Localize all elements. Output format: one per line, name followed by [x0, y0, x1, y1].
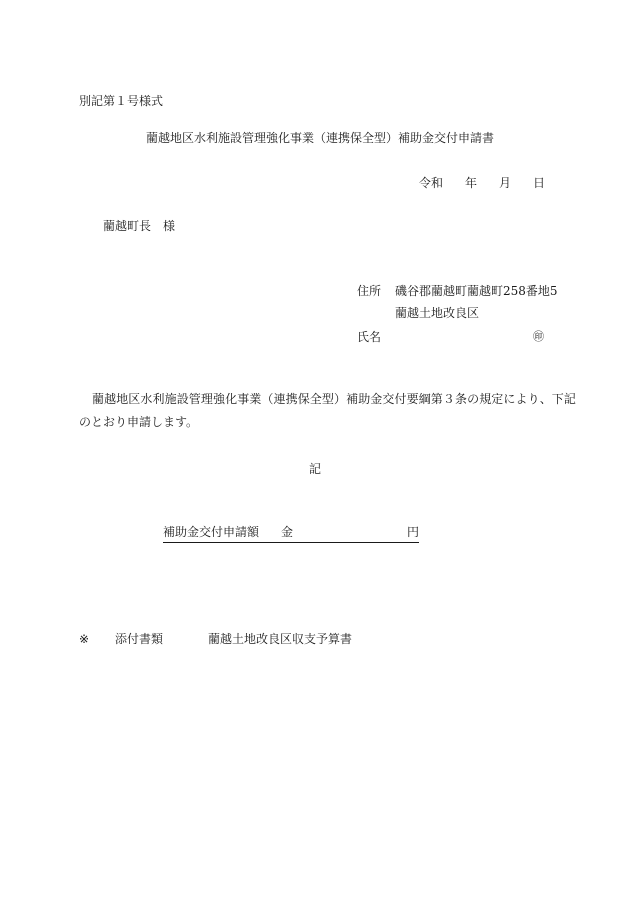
- date-year-unit: 年: [465, 176, 478, 190]
- document-title: 藺越地区水利施設管理強化事業（連携保全型）補助金交付申請書: [146, 131, 495, 145]
- date-era: 令和: [419, 176, 444, 190]
- amount-line: [163, 525, 419, 543]
- attachment-value: 藺越土地改良区収支予算書: [208, 632, 353, 646]
- address-value: 磯谷郡藺越町藺越町258番地5: [395, 284, 558, 298]
- note-mark: ※: [79, 632, 90, 646]
- date-day-unit: 日: [533, 176, 546, 190]
- addressee-honorific: 様: [163, 219, 176, 233]
- amount-yen: 円: [406, 525, 419, 539]
- body-text-line2: のとおり申請します。: [79, 415, 199, 429]
- ki-heading: 記: [309, 462, 322, 476]
- addressee: [103, 219, 175, 235]
- seal-mark: ㊞: [533, 330, 544, 343]
- amount-label: 補助金交付申請額: [163, 525, 260, 539]
- name-label: 氏名: [357, 330, 382, 344]
- body-text-line1: 藺越地区水利施設管理強化事業（連携保全型）補助金交付要綱第３条の規定により、下記: [92, 392, 577, 406]
- attachment-label: 添付書類: [115, 632, 164, 646]
- addressee-name: 藺越町長: [103, 219, 152, 233]
- organization-name: 藺越土地改良区: [395, 306, 480, 320]
- date-line: [419, 176, 545, 192]
- date-month-unit: 月: [499, 176, 512, 190]
- address-label: 住所: [357, 284, 382, 298]
- form-number: 別記第１号様式: [79, 94, 164, 108]
- amount-kin: 金: [281, 525, 294, 539]
